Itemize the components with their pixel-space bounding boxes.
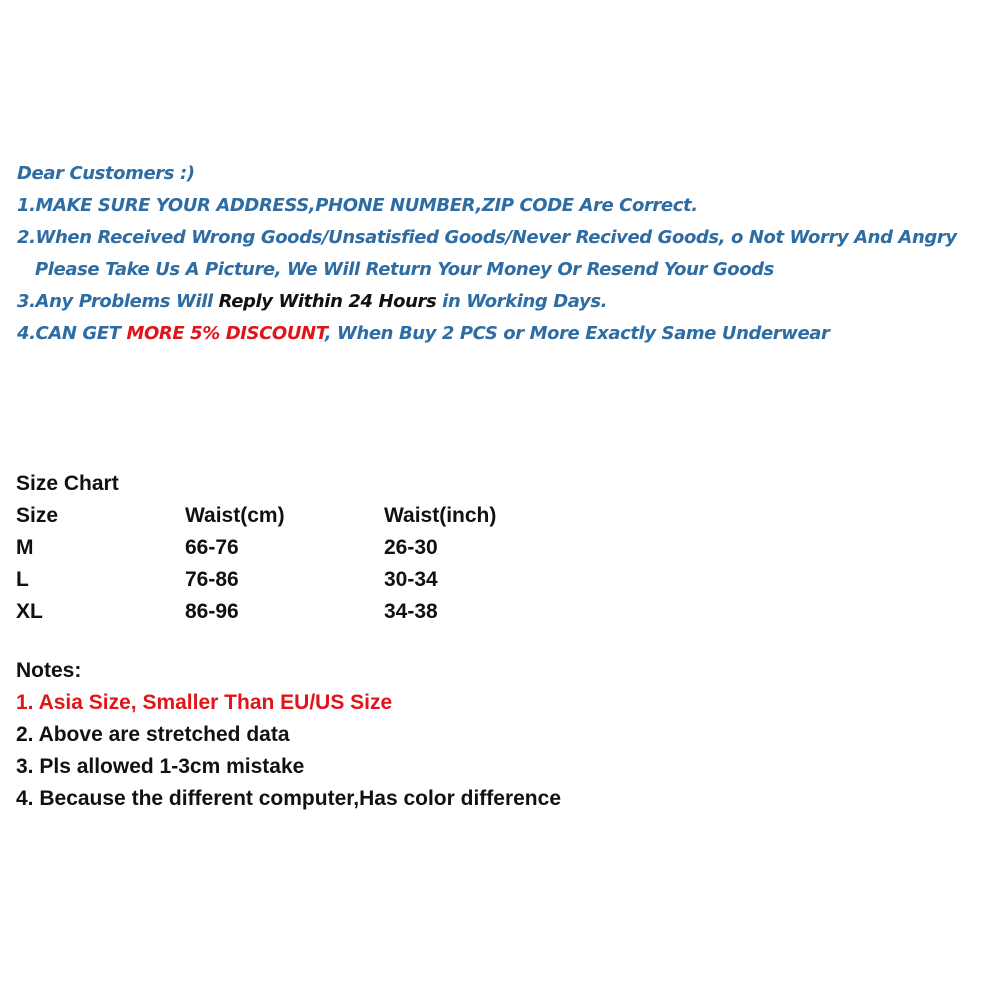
notice-item-4-pre: 4.CAN GET (17, 323, 127, 344)
waist-cm-cell: 66-76 (185, 536, 239, 559)
notice-item-3-post: in Working Days. (436, 291, 608, 312)
size-chart-header-row (16, 500, 716, 532)
size-chart (16, 468, 716, 628)
note-item-3: 3. Pls allowed 1-3cm mistake (16, 755, 305, 778)
notice-item-4 (17, 320, 987, 352)
size-row-xl (16, 596, 716, 628)
notice-item-4-post: , When Buy 2 PCS or More Exactly Same Underwear (324, 323, 830, 344)
notice-item-3 (17, 288, 987, 320)
notice-item-4-highlight: MORE 5% DISCOUNT (126, 323, 325, 344)
size-cell: L (16, 568, 29, 591)
notice-item-2-line-2: Please Take Us A Picture, We Will Return Your Money Or Resend Your Goods (35, 259, 774, 280)
notice-item-3-highlight: Reply Within 24 Hours (218, 291, 437, 312)
waist-inch-cell: 30-34 (384, 568, 438, 591)
notice-greeting: Dear Customers :) (17, 163, 195, 184)
waist-inch-cell: 34-38 (384, 600, 438, 623)
note-item-1: 1. Asia Size, Smaller Than EU/US Size (16, 691, 393, 714)
note-item-2: 2. Above are stretched data (16, 723, 290, 746)
size-cell: XL (16, 600, 43, 623)
header-size: Size (16, 504, 59, 527)
notice-item-3-pre: 3.Any Problems Will (17, 291, 219, 312)
size-row-l (16, 564, 716, 596)
notice-item-2-line-1: 2.When Received Wrong Goods/Unsatisfied Goods/Never Recived Goods, o Not Worry And Angry (17, 227, 957, 248)
waist-inch-cell: 26-30 (384, 536, 438, 559)
waist-cm-cell: 86-96 (185, 600, 239, 623)
header-waist-inch: Waist(inch) (384, 504, 497, 527)
notes-section (16, 655, 816, 815)
size-row-m (16, 532, 716, 564)
header-waist-cm: Waist(cm) (185, 504, 285, 527)
size-cell: M (16, 536, 34, 559)
size-chart-title (16, 468, 716, 500)
waist-cm-cell: 76-86 (185, 568, 239, 591)
notes-title: Notes: (16, 659, 82, 682)
size-chart-title-text: Size Chart (16, 472, 119, 495)
notice-item-1: 1.MAKE SURE YOUR ADDRESS,PHONE NUMBER,ZIP CODE Are Correct. (17, 195, 698, 216)
note-item-4: 4. Because the different computer,Has color difference (16, 787, 561, 810)
customer-notice (17, 160, 987, 352)
